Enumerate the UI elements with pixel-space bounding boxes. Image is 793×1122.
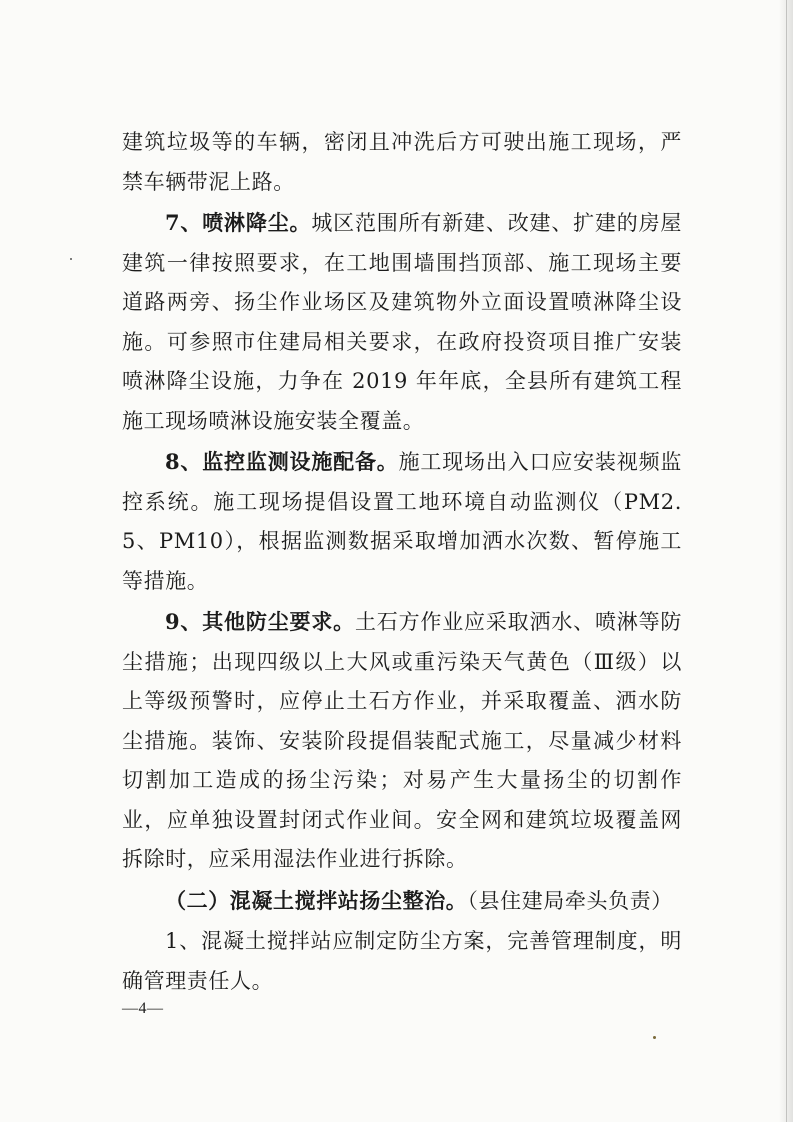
paragraph-heading: 9、其他防尘要求。 (165, 609, 355, 634)
paragraph-item-1 (122, 922, 682, 1001)
section-title: （二）混凝土搅拌站扬尘整治。 (165, 887, 468, 913)
paragraph-spray-dust (122, 203, 682, 441)
paragraph-heading: 8、监控监测设施配备。 (165, 449, 399, 474)
section-note: （县住建局牵头负责） (467, 888, 673, 913)
scan-speck (653, 1036, 656, 1039)
section-heading (122, 881, 682, 922)
paragraph-text: 施工现场出入口应安装视频监控系统。施工现场提倡设置工地环境自动监测仪（PM2.5、PM10），根据监测数据采取增加洒水次数、暂停施工等措施。 (122, 450, 682, 593)
page-edge-line (786, 0, 787, 1122)
paragraph-monitoring (122, 442, 682, 601)
paragraph-text: 土石方作业应采取洒水、喷淋等防尘措施；出现四级以上大风或重污染天气黄色（Ⅲ级）以上等级预警时，应停止土石方作业，并采取覆盖、洒水防尘措施。装饰、安装阶段提倡装配式施工，尽量减少材料切割加工造成的扬尘污染；对易产生大量扬尘的切割作业，应单独设置封闭式作业间。安全网和建筑垃圾覆盖网拆除时，应采用湿法作业进行拆除。 (122, 610, 683, 871)
paragraph-continuation (122, 123, 682, 202)
paragraph-other-requirements (122, 602, 682, 880)
paragraph-text: 城区范围所有新建、改建、扩建的房屋建筑一律按照要求，在工地围墙围挡顶部、施工现场主要道路两旁、扬尘作业场区及建筑物外立面设置喷淋降尘设施。可参照市住建局相关要求，在政府投资项目推广安装喷淋降尘设施，力争在 2019 年年底，全县所有建筑工程施工现场喷淋设施安装全覆盖。 (122, 211, 683, 433)
paragraph-text: 1、混凝土搅拌站应制定防尘方案，完善管理制度，明确管理责任人。 (122, 929, 682, 993)
scan-speck (70, 258, 72, 260)
body-text (122, 123, 682, 1001)
paragraph-text: 建筑垃圾等的车辆，密闭且冲洗后方可驶出施工现场，严禁车辆带泥上路。 (122, 130, 682, 194)
paragraph-heading: 7、喷淋降尘。 (165, 210, 312, 235)
page-number: —4— (122, 1000, 164, 1017)
